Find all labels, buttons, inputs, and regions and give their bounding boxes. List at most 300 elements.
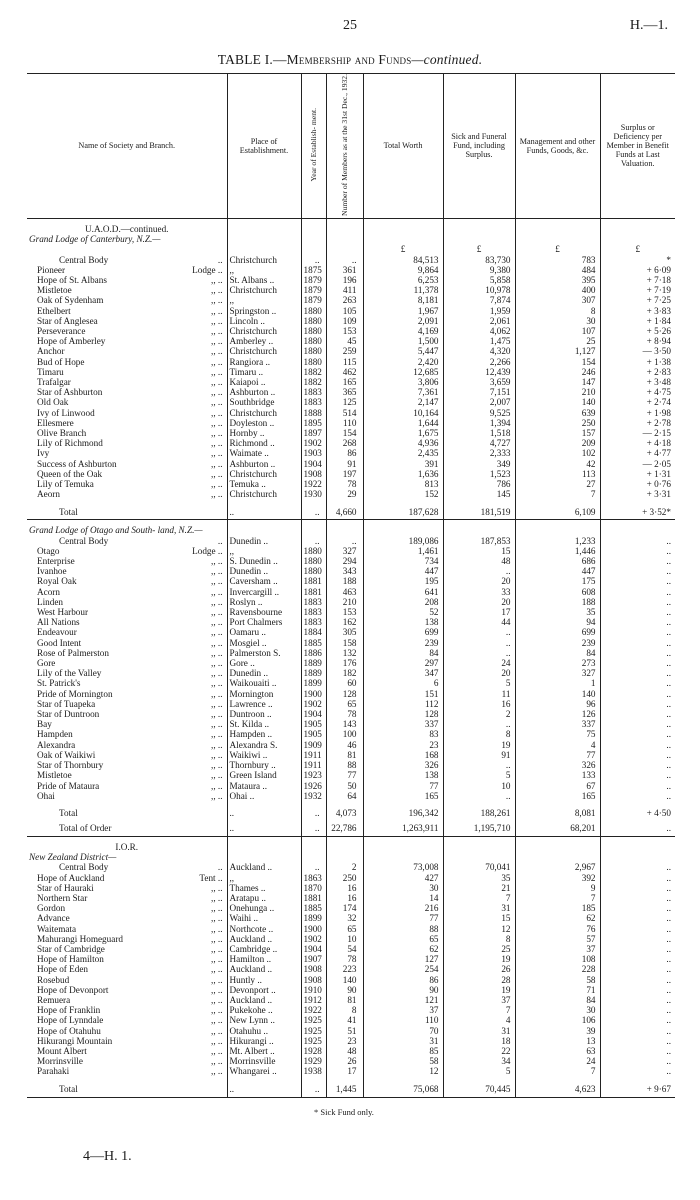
members-cell: 16 — [326, 883, 363, 893]
mgmt-cell: 63 — [515, 1046, 600, 1056]
worth-cell: 168 — [363, 750, 443, 760]
worth-cell: 52 — [363, 607, 443, 617]
worth-cell: 189,086 — [363, 536, 443, 546]
branch-suffix: ,, .. — [211, 770, 223, 781]
members-cell: 50 — [326, 781, 363, 791]
sick-cell: 70,041 — [443, 862, 515, 872]
branch-name-cell — [27, 924, 227, 934]
worth-cell: 90 — [363, 985, 443, 995]
mgmt-cell: 67 — [515, 781, 600, 791]
place-cell: S. Dunedin .. — [227, 556, 301, 566]
surplus-cell: .. — [600, 903, 675, 913]
year-cell: 1886 — [301, 648, 326, 658]
currency-cell: £ — [443, 244, 515, 254]
year-cell: 1880 — [301, 316, 326, 326]
empty-cell — [600, 525, 675, 535]
branch-suffix: ,, .. — [211, 954, 223, 965]
place-cell: Dunedin .. — [227, 536, 301, 546]
year-cell: 1899 — [301, 913, 326, 923]
district-heading-cell — [27, 852, 227, 862]
currency-cell: £ — [600, 244, 675, 254]
mgmt-cell: 76 — [515, 924, 600, 934]
total-label-cell — [27, 1082, 227, 1098]
sick-cell: 19 — [443, 985, 515, 995]
sick-cell: 4 — [443, 1015, 515, 1025]
empty-cell — [301, 525, 326, 535]
table-row — [27, 295, 675, 305]
branch-name: Ellesmere — [37, 417, 74, 428]
year-cell: 1863 — [301, 873, 326, 883]
branch-name: Pioneer — [37, 264, 66, 275]
place-cell: Hampden .. — [227, 729, 301, 739]
mgmt-cell: 106 — [515, 1015, 600, 1025]
table-row — [27, 397, 675, 407]
mgmt-cell: 24 — [515, 1056, 600, 1066]
place-cell: Alexandra S. — [227, 740, 301, 750]
mgmt-cell: 337 — [515, 719, 600, 729]
sick-cell: 70,445 — [443, 1082, 515, 1098]
year-cell: 1908 — [301, 964, 326, 974]
branch-suffix: ,, .. — [211, 892, 223, 903]
year-cell: 1911 — [301, 760, 326, 770]
branch-name: Hope of Amberley — [37, 336, 106, 347]
empty-cell — [600, 234, 675, 244]
surplus-cell: + 4·75 — [600, 387, 675, 397]
worth-cell: 62 — [363, 944, 443, 954]
place-cell: Christchurch — [227, 469, 301, 479]
branch-name-cell — [27, 587, 227, 597]
sick-cell: 44 — [443, 617, 515, 627]
members-cell: 51 — [326, 1026, 363, 1036]
table-row — [27, 408, 675, 418]
worth-cell: 77 — [363, 913, 443, 923]
sick-cell: 4,727 — [443, 438, 515, 448]
members-cell: 105 — [326, 306, 363, 316]
sick-cell: 83,730 — [443, 255, 515, 265]
members-cell: 162 — [326, 617, 363, 627]
branch-suffix: ,, .. — [211, 698, 223, 709]
branch-name-cell — [27, 1015, 227, 1025]
header-year: Year of Establish- ment. — [308, 108, 318, 182]
surplus-cell: .. — [600, 709, 675, 719]
mgmt-cell: 4,623 — [515, 1082, 600, 1098]
table-row — [27, 1036, 675, 1046]
branch-suffix: .. — [217, 862, 223, 873]
branch-name-cell — [27, 709, 227, 719]
year-cell: 1900 — [301, 924, 326, 934]
worth-cell: 112 — [363, 699, 443, 709]
surplus-cell: .. — [600, 638, 675, 648]
sick-cell: 3,659 — [443, 377, 515, 387]
members-cell: 60 — [326, 678, 363, 688]
branch-suffix: ,, .. — [211, 1066, 223, 1077]
worth-cell: 31 — [363, 1036, 443, 1046]
table-row — [27, 750, 675, 760]
branch-suffix: ,, .. — [211, 709, 223, 720]
branch-name-cell — [27, 750, 227, 760]
branch-name: Royal Oak — [37, 576, 77, 587]
year-cell: 1912 — [301, 995, 326, 1005]
branch-name-cell — [27, 285, 227, 295]
members-cell: 29 — [326, 489, 363, 499]
place-cell: Amberley .. — [227, 336, 301, 346]
place-cell: Christchurch — [227, 489, 301, 499]
surplus-cell: .. — [600, 587, 675, 597]
surplus-cell: + 3·48 — [600, 377, 675, 387]
table-row — [27, 546, 675, 556]
table-row — [27, 265, 675, 275]
year-cell: .. — [301, 504, 326, 520]
members-cell: 17 — [326, 1066, 363, 1076]
branch-name-cell — [27, 1046, 227, 1056]
members-cell: 45 — [326, 336, 363, 346]
place-cell: Christchurch — [227, 285, 301, 295]
surplus-cell: .. — [600, 576, 675, 586]
sick-cell: 5 — [443, 678, 515, 688]
worth-cell: 216 — [363, 903, 443, 913]
mgmt-cell: 209 — [515, 438, 600, 448]
place-cell: Caversham .. — [227, 576, 301, 586]
surplus-cell: .. — [600, 597, 675, 607]
branch-name-cell — [27, 729, 227, 739]
branch-name-cell — [27, 893, 227, 903]
branch-suffix: ,, .. — [211, 923, 223, 934]
year-cell: 1904 — [301, 944, 326, 954]
sick-cell: 786 — [443, 479, 515, 489]
branch-name: West Harbour — [37, 607, 89, 618]
members-cell: 4,660 — [326, 504, 363, 520]
worth-cell: 427 — [363, 873, 443, 883]
table-row — [27, 438, 675, 448]
worth-cell: 1,967 — [363, 306, 443, 316]
worth-cell: 1,636 — [363, 469, 443, 479]
year-cell: 1900 — [301, 689, 326, 699]
branch-suffix: ,, .. — [211, 974, 223, 985]
header-surplus: Surplus or Deficiency per Member in Benefit Funds at Last Valuation. — [600, 74, 675, 219]
table-row — [27, 326, 675, 336]
branch-suffix: ,, .. — [211, 489, 223, 500]
members-cell: .. — [326, 255, 363, 265]
place-cell: Auckland .. — [227, 995, 301, 1005]
branch-name-cell — [27, 255, 227, 265]
membership-table — [27, 73, 675, 1098]
empty-cell — [27, 244, 227, 254]
branch-name-cell — [27, 954, 227, 964]
table-row — [27, 729, 675, 739]
members-cell: 514 — [326, 408, 363, 418]
mgmt-cell: 42 — [515, 459, 600, 469]
branch-name-cell — [27, 1036, 227, 1046]
branch-name-cell — [27, 336, 227, 346]
surplus-cell: + 7·18 — [600, 275, 675, 285]
year-cell: 1880 — [301, 346, 326, 356]
table-row — [27, 719, 675, 729]
worth-cell: 337 — [363, 719, 443, 729]
surplus-cell: .. — [600, 1066, 675, 1076]
place-cell: Mornington — [227, 689, 301, 699]
branch-name-cell — [27, 346, 227, 356]
sick-cell: 28 — [443, 975, 515, 985]
branch-name: Advance — [37, 913, 70, 924]
district-heading — [27, 525, 675, 535]
mgmt-cell: 1,233 — [515, 536, 600, 546]
currency-cell: £ — [515, 244, 600, 254]
branch-suffix: ,, .. — [211, 627, 223, 638]
place-cell: ,, — [227, 295, 301, 305]
members-cell: .. — [326, 536, 363, 546]
branch-suffix: ,, .. — [211, 719, 223, 730]
worth-cell: 73,008 — [363, 862, 443, 872]
members-cell: 81 — [326, 995, 363, 1005]
branch-suffix: ,, .. — [211, 913, 223, 924]
place-cell: St. Kilda .. — [227, 719, 301, 729]
branch-suffix: ,, .. — [211, 315, 223, 326]
members-cell: 115 — [326, 357, 363, 367]
place-cell: Southbridge — [227, 397, 301, 407]
place-cell: Mt. Albert .. — [227, 1046, 301, 1056]
members-cell: 361 — [326, 265, 363, 275]
sick-cell: 181,519 — [443, 504, 515, 520]
table-row — [27, 985, 675, 995]
members-cell: 294 — [326, 556, 363, 566]
branch-suffix: ,, .. — [211, 739, 223, 750]
year-cell: 1883 — [301, 607, 326, 617]
branch-name: Acorn — [37, 586, 60, 597]
place-cell: Ravensbourne — [227, 607, 301, 617]
branch-suffix: ,, .. — [211, 668, 223, 679]
year-cell: 1881 — [301, 587, 326, 597]
footnote: * Sick Fund only. — [314, 1107, 374, 1117]
place-cell: Lawrence .. — [227, 699, 301, 709]
year-cell: 1880 — [301, 326, 326, 336]
branch-name-cell — [27, 699, 227, 709]
branch-name-cell — [27, 883, 227, 893]
worth-cell: 2,147 — [363, 397, 443, 407]
members-cell: 23 — [326, 1036, 363, 1046]
branch-name-cell — [27, 1026, 227, 1036]
sick-cell: 12,439 — [443, 367, 515, 377]
branch-name-cell — [27, 862, 227, 872]
members-cell: 128 — [326, 689, 363, 699]
year-cell: 1879 — [301, 295, 326, 305]
table-row — [27, 873, 675, 883]
place-cell: New Lynn .. — [227, 1015, 301, 1025]
members-cell: 197 — [326, 469, 363, 479]
sick-cell: 2 — [443, 709, 515, 719]
table-body — [27, 218, 675, 1097]
total-label: Total — [59, 1083, 78, 1094]
sick-cell: 8 — [443, 934, 515, 944]
branch-name: Lily of Temuka — [37, 479, 94, 490]
surplus-cell: + 3·83 — [600, 306, 675, 316]
mgmt-cell: 447 — [515, 566, 600, 576]
worth-cell: 1,644 — [363, 418, 443, 428]
mgmt-cell: 7 — [515, 893, 600, 903]
year-cell: 1922 — [301, 1005, 326, 1015]
sick-cell: 2,007 — [443, 397, 515, 407]
branch-suffix: ,, .. — [211, 729, 223, 740]
total-label: Total — [59, 808, 78, 819]
place-cell: Lincoln .. — [227, 316, 301, 326]
branch-suffix: ,, .. — [211, 556, 223, 567]
year-cell: 1882 — [301, 377, 326, 387]
surplus-cell: .. — [600, 1056, 675, 1066]
branch-name: Queen of the Oak — [37, 468, 103, 479]
worth-cell: 77 — [363, 781, 443, 791]
mgmt-cell: 608 — [515, 587, 600, 597]
branch-name: St. Patrick's — [37, 678, 81, 689]
surplus-cell: + 1·38 — [600, 357, 675, 367]
place-cell: Christchurch — [227, 408, 301, 418]
section-heading — [27, 224, 675, 234]
surplus-cell: .. — [600, 781, 675, 791]
year-cell: .. — [301, 536, 326, 546]
branch-suffix: ,, .. — [211, 285, 223, 296]
branch-suffix: ,, .. — [211, 305, 223, 316]
branch-suffix: ,, .. — [211, 458, 223, 469]
year-cell: 1909 — [301, 740, 326, 750]
mgmt-cell: 188 — [515, 597, 600, 607]
worth-cell: 30 — [363, 883, 443, 893]
sick-cell: 188,261 — [443, 806, 515, 821]
branch-name-cell — [27, 597, 227, 607]
mgmt-cell: 250 — [515, 418, 600, 428]
empty-cell — [227, 525, 301, 535]
empty-cell — [515, 234, 600, 244]
year-cell: .. — [301, 862, 326, 872]
surplus-cell: .. — [600, 699, 675, 709]
sick-cell: 22 — [443, 1046, 515, 1056]
table-row — [27, 995, 675, 1005]
branch-name: Hope of Eden — [37, 964, 89, 975]
surplus-cell: .. — [600, 760, 675, 770]
empty-cell — [443, 525, 515, 535]
year-cell: 1902 — [301, 438, 326, 448]
place-cell: Thornbury .. — [227, 760, 301, 770]
sick-cell: 34 — [443, 1056, 515, 1066]
worth-cell: 86 — [363, 975, 443, 985]
branch-name: Hope of Devonport — [37, 984, 109, 995]
place-cell: Otahuhu .. — [227, 1026, 301, 1036]
branch-suffix: ,, .. — [211, 943, 223, 954]
place-cell: ,, — [227, 873, 301, 883]
members-cell: 196 — [326, 275, 363, 285]
branch-name: Rosebud — [37, 974, 70, 985]
mgmt-cell: 639 — [515, 408, 600, 418]
branch-name: Central Body — [59, 535, 109, 546]
branch-suffix: ,, .. — [211, 1035, 223, 1046]
branch-suffix: ,, .. — [211, 576, 223, 587]
surplus-cell: .. — [600, 750, 675, 760]
members-cell: 305 — [326, 627, 363, 637]
branch-name-cell — [27, 546, 227, 556]
sick-cell: 2,266 — [443, 357, 515, 367]
place-cell: Thames .. — [227, 883, 301, 893]
members-cell: 223 — [326, 964, 363, 974]
worth-cell: 1,461 — [363, 546, 443, 556]
branch-suffix: ,, .. — [211, 468, 223, 479]
branch-name: Hikurangi Mountain — [37, 1035, 113, 1046]
branch-suffix: ,, .. — [211, 407, 223, 418]
branch-name-cell — [27, 944, 227, 954]
branch-suffix: ,, .. — [211, 428, 223, 438]
mgmt-cell: 1 — [515, 678, 600, 688]
worth-cell: 12 — [363, 1066, 443, 1076]
sick-cell: 9,380 — [443, 265, 515, 275]
mgmt-cell: 8,081 — [515, 806, 600, 821]
sick-cell: 4,320 — [443, 346, 515, 356]
mgmt-cell: 75 — [515, 729, 600, 739]
place-cell: Christchurch — [227, 346, 301, 356]
branch-suffix: ,, .. — [211, 964, 223, 975]
place-cell: Doyleston .. — [227, 418, 301, 428]
empty-cell — [326, 842, 363, 852]
empty-cell — [227, 234, 301, 244]
surplus-cell: .. — [600, 607, 675, 617]
year-cell: 1883 — [301, 397, 326, 407]
mgmt-cell: 2,967 — [515, 862, 600, 872]
place-cell: Palmerston S. — [227, 648, 301, 658]
year-cell: 1923 — [301, 770, 326, 780]
members-cell: 268 — [326, 438, 363, 448]
worth-cell: 127 — [363, 954, 443, 964]
branch-suffix: ,, .. — [211, 933, 223, 944]
members-cell: 140 — [326, 975, 363, 985]
year-cell: 1938 — [301, 1066, 326, 1076]
members-cell: 327 — [326, 546, 363, 556]
empty-cell — [600, 852, 675, 862]
sick-cell: 7,151 — [443, 387, 515, 397]
sick-cell: 10 — [443, 781, 515, 791]
surplus-cell: .. — [600, 893, 675, 903]
branch-suffix: ,, .. — [211, 1015, 223, 1026]
branch-name: Gordon — [37, 903, 66, 914]
year-cell: 1879 — [301, 275, 326, 285]
table-row — [27, 913, 675, 923]
empty-cell — [326, 244, 363, 254]
branch-suffix: ,, .. — [211, 376, 223, 387]
branch-suffix: ,, .. — [211, 346, 223, 357]
mgmt-cell: 7 — [515, 1066, 600, 1076]
total-row — [27, 806, 675, 821]
branch-suffix: ,, .. — [211, 790, 223, 801]
place-cell: ,, — [227, 546, 301, 556]
sick-cell: 25 — [443, 944, 515, 954]
empty-cell — [363, 525, 443, 535]
members-cell: 462 — [326, 367, 363, 377]
members-cell: 86 — [326, 448, 363, 458]
mgmt-cell: 246 — [515, 367, 600, 377]
table-row — [27, 1056, 675, 1066]
branch-name: Alexandra — [37, 739, 76, 750]
table-row — [27, 689, 675, 699]
branch-name-cell — [27, 489, 227, 499]
sick-cell: 5,858 — [443, 275, 515, 285]
place-cell: Auckland .. — [227, 934, 301, 944]
members-cell: 250 — [326, 873, 363, 883]
order-total-label: Total of Order — [59, 823, 112, 834]
branch-suffix: ,, .. — [211, 984, 223, 995]
sick-cell: .. — [443, 719, 515, 729]
branch-name-cell — [27, 791, 227, 801]
worth-cell: 813 — [363, 479, 443, 489]
sick-cell: 4,062 — [443, 326, 515, 336]
sick-cell: 5 — [443, 770, 515, 780]
table-row — [27, 954, 675, 964]
year-cell: 1883 — [301, 387, 326, 397]
year-cell: 1885 — [301, 903, 326, 913]
year-cell: 1925 — [301, 1026, 326, 1036]
